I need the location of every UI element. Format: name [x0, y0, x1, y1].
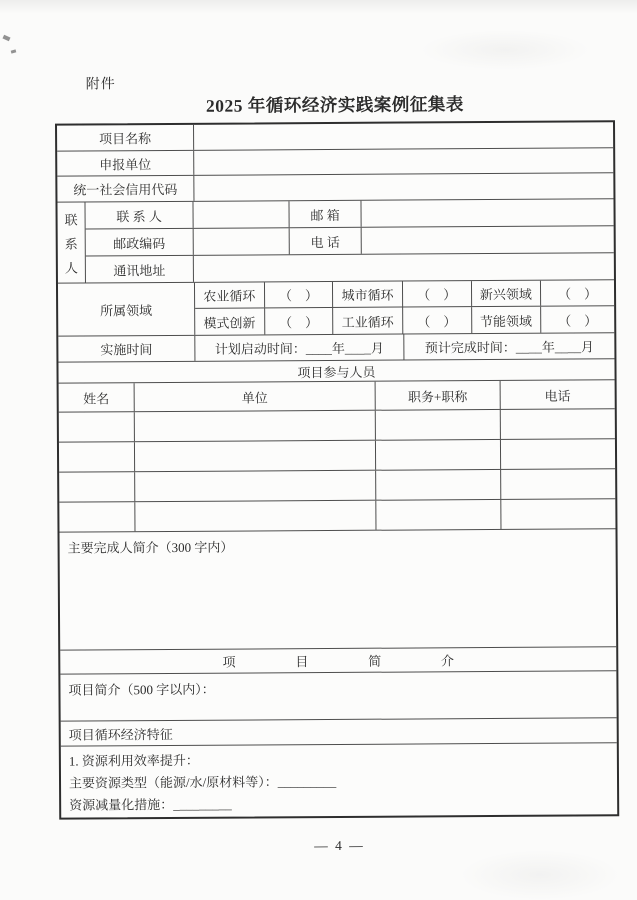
- project-intro-row: [60, 671, 616, 721]
- completer-intro-row: [59, 529, 616, 650]
- applicant-unit-label: 申报单位: [57, 151, 194, 176]
- page-number: — 4 —: [314, 837, 365, 854]
- domain-mark-cell: （ ）: [558, 286, 598, 302]
- circular-features-body: [61, 743, 617, 817]
- participant-unit-cell: [135, 441, 376, 471]
- completer-intro-label: 主要完成人简介（300 字内）: [67, 539, 234, 556]
- scan-artifact-band: [0, 0, 637, 14]
- scan-smudge: [420, 30, 590, 70]
- participant-name-cell: [59, 412, 135, 441]
- participant-empty-row: [59, 469, 615, 502]
- postal-code-label: 邮政编码: [86, 229, 194, 256]
- application-form-table: [55, 120, 619, 819]
- participant-position-cell: [376, 500, 501, 530]
- participant-position-cell: [376, 410, 501, 440]
- contact-group-vertical-label: [57, 202, 85, 282]
- credit-code-value-cell: [194, 173, 613, 201]
- feature-line-1: 1. 资源利用效率提升：: [68, 752, 199, 769]
- project-name-value-cell: [194, 122, 613, 150]
- applicant-unit-value-cell: [194, 148, 613, 175]
- circular-features-body-row: [61, 743, 617, 817]
- domain-option-model-innovation: 模式创新: [195, 308, 265, 334]
- schedule-start-cell: 计划启动时间：____年____月: [195, 335, 404, 361]
- participants-header-unit: 单位: [135, 382, 376, 411]
- participant-phone-cell: [501, 499, 615, 529]
- schedule-label: 实施时间: [58, 336, 195, 362]
- participant-unit-cell: [135, 411, 376, 441]
- project-name-label: 项目名称: [57, 125, 194, 151]
- field-domain-row-1: [195, 280, 614, 309]
- scan-speck: [11, 49, 17, 53]
- participant-unit-cell: [135, 501, 376, 531]
- domain-option-emerging: 新兴领域: [471, 281, 541, 306]
- project-intro-label: 项目简介（500 字以内）：: [68, 681, 215, 698]
- participant-empty-row: [59, 499, 615, 532]
- contact-group: [57, 199, 613, 283]
- domain-option-urban: 城市循环: [333, 282, 403, 307]
- participants-header-name: 姓名: [59, 383, 135, 411]
- participant-phone-cell: [501, 439, 615, 469]
- field-domain-row-2: [195, 306, 614, 335]
- address-value-cell: [194, 253, 614, 282]
- scan-smudge: [460, 850, 620, 900]
- participants-header-phone: 电话: [544, 388, 571, 404]
- contact-person-label: 联 系 人: [85, 202, 193, 229]
- participant-name-cell: [59, 442, 135, 471]
- participants-header-position: 职务+职称: [376, 381, 501, 410]
- schedule-end-cell: 预计完成时间：____年____月: [424, 339, 594, 356]
- participant-unit-cell: [135, 471, 376, 501]
- credit-code-row: [57, 173, 613, 202]
- feature-line-2: 主要资源类型（能源/水/原材料等）：_________: [68, 773, 337, 791]
- contact-char: 人: [64, 260, 78, 276]
- participant-empty-row: [59, 409, 615, 442]
- postal-code-row: [86, 226, 614, 256]
- scan-speck: [2, 35, 10, 42]
- domain-mark-cell: （ ）: [403, 281, 472, 306]
- phone-value-cell: [362, 226, 614, 254]
- contact-person-value-cell: [193, 201, 289, 228]
- domain-option-industrial: 工业循环: [333, 308, 403, 334]
- participant-position-cell: [376, 440, 501, 470]
- form-title: 2025 年循环经济实践案例征集表: [205, 94, 464, 116]
- credit-code-label: 统一社会信用代码: [57, 176, 194, 202]
- contact-char: 系: [64, 236, 78, 252]
- contact-char: 联: [64, 212, 78, 228]
- domain-mark-cell: （ ）: [403, 307, 472, 333]
- email-value-cell: [361, 199, 613, 227]
- address-row: [86, 253, 614, 282]
- project-intro-section-row: [60, 647, 616, 674]
- participant-phone-cell: [501, 469, 615, 499]
- participants-header-row: [59, 380, 615, 412]
- phone-label: 电 话: [290, 228, 362, 254]
- domain-mark-cell: （ ）: [265, 282, 334, 307]
- circular-features-label: 项目循环经济特征: [68, 726, 173, 743]
- participant-phone-cell: [501, 409, 615, 439]
- applicant-unit-row: [57, 148, 613, 176]
- address-label: 通讯地址: [86, 256, 194, 283]
- participant-name-cell: [59, 472, 135, 501]
- participant-position-cell: [376, 470, 501, 500]
- feature-line-3: 资源减量化措施：_________: [69, 796, 232, 813]
- participant-empty-row: [59, 439, 615, 472]
- field-domain-group: [58, 280, 614, 336]
- email-label: 邮 箱: [289, 201, 361, 227]
- field-domain-label: 所属领域: [58, 283, 195, 336]
- participant-name-cell: [59, 502, 135, 531]
- contact-person-row: [85, 199, 613, 229]
- domain-mark-cell: （ ）: [558, 312, 598, 329]
- project-name-row: [57, 122, 613, 151]
- domain-option-agriculture: 农业循环: [195, 282, 265, 307]
- project-intro-section-title: 项目简介: [222, 652, 514, 670]
- domain-mark-cell: （ ）: [265, 308, 334, 334]
- domain-option-energy-saving: 节能领域: [472, 307, 542, 333]
- postal-code-value-cell: [194, 228, 290, 255]
- attachment-label: 附件: [85, 77, 116, 93]
- schedule-row: [58, 333, 614, 362]
- circular-features-header-row: [61, 718, 617, 746]
- participants-section-title: 项目参与人员: [297, 364, 376, 380]
